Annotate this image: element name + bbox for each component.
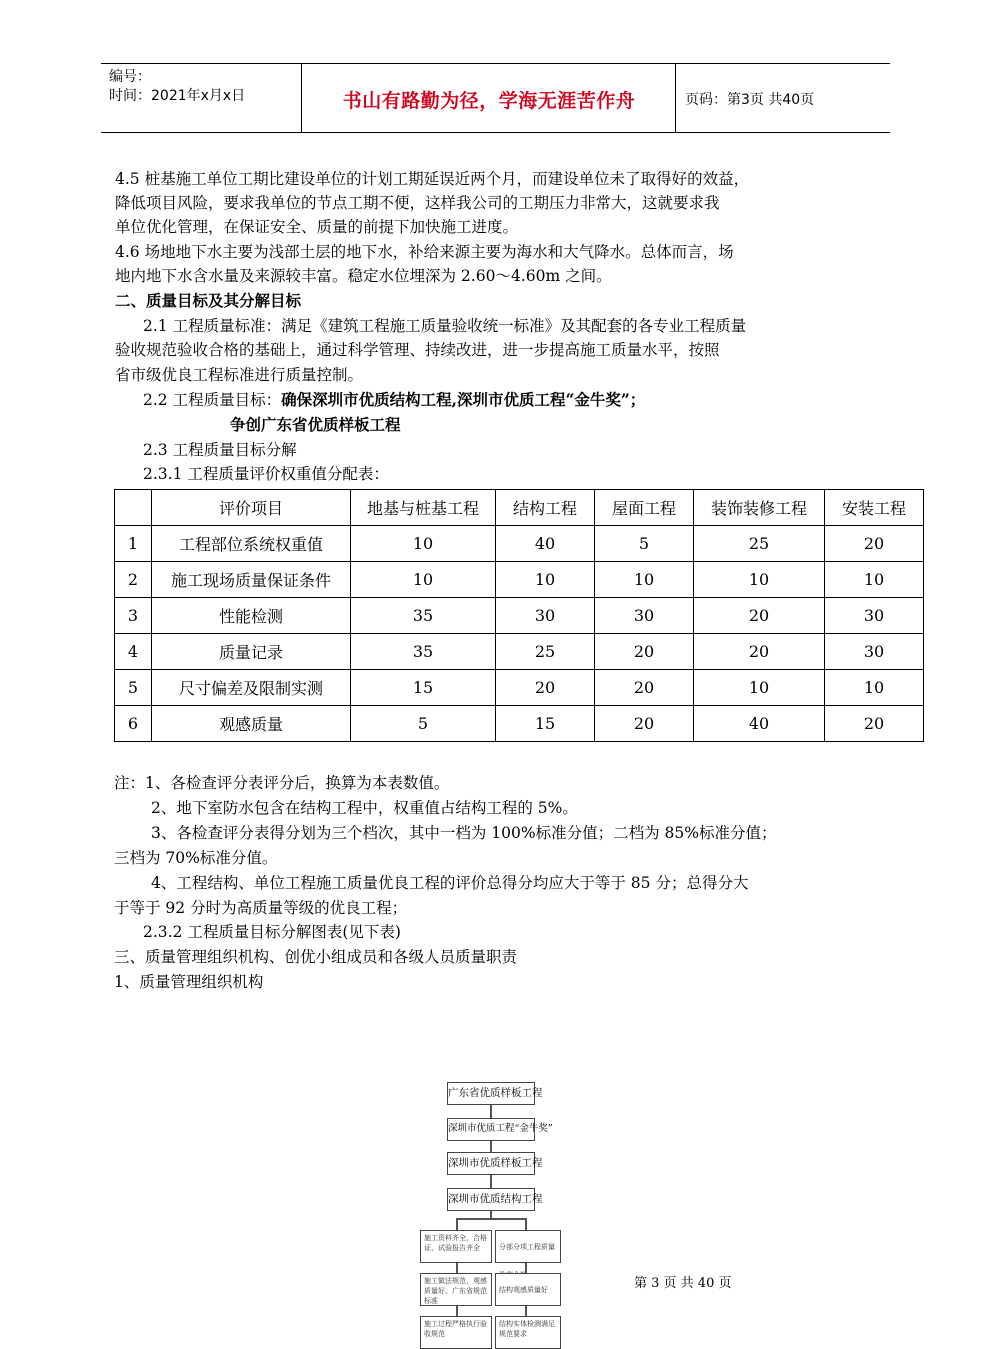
table-cell: 35	[351, 598, 496, 634]
chart-box: 广东省优质样板工程	[447, 1082, 535, 1105]
connector-line	[456, 1306, 458, 1316]
table-cell: 20	[595, 670, 694, 706]
table-cell: 5	[595, 526, 694, 562]
table-cell: 40	[694, 706, 825, 742]
table-cell: 20	[595, 706, 694, 742]
table-header-row	[115, 490, 924, 526]
table-cell: 10	[496, 562, 595, 598]
note-line: 3、各检查评分表得分划为三个档次，其中一档为 100%标准分值；二档为 85%标准分值；	[151, 824, 777, 842]
quality-goal-primary: 确保深圳市优质结构工程,深圳市优质工程“金牛奖”；	[281, 390, 646, 409]
connector-line	[525, 1263, 527, 1273]
table-row	[115, 598, 924, 634]
connector-line	[525, 1218, 527, 1230]
header-divider	[675, 64, 676, 132]
chart-sub-box: 施工资料齐全，合格证、试验报告齐全	[420, 1230, 492, 1263]
table-row	[115, 670, 924, 706]
connector-line	[525, 1306, 527, 1316]
table-cell: 40	[496, 526, 595, 562]
table-cell: 10	[351, 526, 496, 562]
section-heading: 二、质量目标及其分解目标	[115, 291, 302, 310]
quality-goal-line	[143, 388, 908, 413]
subsection-heading: 2.3.2 工程质量目标分解图表(见下表)	[143, 923, 401, 941]
table-cell: 6	[115, 706, 152, 742]
table-cell: 15	[351, 670, 496, 706]
table-cell: 20	[595, 634, 694, 670]
table-header-cell: 评价项目	[152, 490, 351, 526]
paragraph-line: 地内地下水含水量及来源较丰富。稳定水位埋深为 2.60～4.60m 之间。	[115, 267, 612, 285]
table-header-cell: 地基与桩基工程	[351, 490, 496, 526]
table-cell: 20	[825, 526, 924, 562]
connector-line	[490, 1175, 492, 1188]
table-cell: 15	[496, 706, 595, 742]
paragraph-line: 省市级优良工程标准进行质量控制。	[115, 366, 364, 384]
paragraph-line: 降低项目风险，要求我单位的节点工期不便，这样我公司的工期压力非常大，这就要求我	[115, 194, 720, 212]
table-cell: 30	[825, 634, 924, 670]
subsection-heading: 2.3 工程质量目标分解	[143, 441, 297, 459]
table-cell: 1	[115, 526, 152, 562]
table-cell: 20	[496, 670, 595, 706]
table-cell: 30	[825, 598, 924, 634]
note-line: 2、地下室防水包含在结构工程中，权重值占结构工程的 5%。	[151, 799, 578, 817]
table-cell: 5	[115, 670, 152, 706]
header-page-info: 页码：第3页 共40页	[685, 92, 815, 108]
table-cell: 20	[694, 598, 825, 634]
document-time: 时间：2021年x月x日	[109, 88, 246, 104]
page-header	[101, 63, 890, 133]
chart-sub-box: 分部分项工程质量	[495, 1230, 561, 1263]
table-row	[115, 526, 924, 562]
quality-weight-table	[114, 489, 924, 742]
header-divider	[301, 64, 302, 132]
connector-line	[456, 1218, 526, 1220]
chart-box: 深圳市优质样板工程	[447, 1152, 535, 1175]
chart-sub-box: 施工做法规范、观感质量好、广东省规范标准	[420, 1273, 492, 1306]
note-line: 注：1、各检查评分表评分后，换算为本表数值。	[114, 774, 450, 792]
table-cell: 10	[351, 562, 496, 598]
note-line: 于等于 92 分时为高质量等级的优良工程；	[114, 899, 408, 917]
table-cell: 10	[825, 562, 924, 598]
section-heading: 1、质量管理组织机构	[114, 973, 264, 991]
table-header-cell	[115, 490, 152, 526]
paragraph-line: 4.5 桩基施工单位工期比建设单位的计划工期延误近两个月，而建设单位未了取得好的效益，	[115, 170, 750, 188]
connector-line	[456, 1218, 458, 1230]
table-header-cell: 装饰装修工程	[694, 490, 825, 526]
table-cell: 20	[825, 706, 924, 742]
page-footer: 第 3 页 共 40 页	[634, 1276, 732, 1291]
connector-line	[490, 1105, 492, 1118]
table-cell: 10	[694, 562, 825, 598]
table-cell: 4	[115, 634, 152, 670]
table-cell: 25	[694, 526, 825, 562]
table-cell: 2	[115, 562, 152, 598]
table-cell: 35	[351, 634, 496, 670]
section-heading: 三、质量管理组织机构、创优小组成员和各级人员质量职责	[114, 948, 518, 966]
table-cell: 10	[825, 670, 924, 706]
table-cell: 3	[115, 598, 152, 634]
table-header-cell: 安装工程	[825, 490, 924, 526]
table-row	[115, 634, 924, 670]
subsection-heading: 2.3.1 工程质量评价权重值分配表：	[143, 465, 389, 483]
table-row	[115, 562, 924, 598]
table-row	[115, 706, 924, 742]
chart-sub-box: 结构观感质量好	[495, 1273, 561, 1306]
chart-box: 深圳市优质工程“金牛奖”	[447, 1118, 535, 1141]
table-header-cell: 结构工程	[496, 490, 595, 526]
note-line: 三档为 70%标准分值。	[114, 849, 278, 867]
paragraph-line: 验收规范验收合格的基础上，通过科学管理、持续改进，进一步提高施工质量水平，按照	[115, 341, 720, 359]
quality-goal-secondary: 争创广东省优质样板工程	[230, 415, 401, 434]
header-info	[109, 68, 245, 106]
quality-goal-label: 2.2 工程质量目标：	[143, 391, 282, 409]
paragraph-line: 2.1 工程质量标准：满足《建筑工程施工质量验收统一标准》及其配套的各专业工程质量	[143, 317, 747, 335]
table-cell: 10	[595, 562, 694, 598]
table-cell: 5	[351, 706, 496, 742]
table-cell: 30	[595, 598, 694, 634]
note-line: 4、工程结构、单位工程施工质量优良工程的评价总得分均应大于等于 85 分；总得分大	[151, 874, 749, 892]
table-header-cell: 屋面工程	[595, 490, 694, 526]
table-cell: 10	[694, 670, 825, 706]
connector-line	[456, 1263, 458, 1273]
table-cell: 工程部位系统权重值	[152, 526, 351, 562]
table-cell: 观感质量	[152, 706, 351, 742]
connector-line	[490, 1141, 492, 1152]
table-cell: 30	[496, 598, 595, 634]
paragraph-line: 4.6 场地地下水主要为浅部土层的地下水，补给来源主要为海水和大气降水。总体而言，场	[115, 243, 734, 261]
paragraph-line: 单位优化管理，在保证安全、质量的前提下加快施工进度。	[115, 218, 519, 236]
table-cell: 性能检测	[152, 598, 351, 634]
table-cell: 25	[496, 634, 595, 670]
table-cell: 20	[694, 634, 825, 670]
chart-box: 深圳市优质结构工程	[447, 1188, 535, 1211]
chart-sub-box: 结构实体检测满足规范要求	[495, 1316, 561, 1349]
document-number-label: 编号：	[109, 69, 151, 85]
table-cell: 施工现场质量保证条件	[152, 562, 351, 598]
table-cell: 尺寸偏差及限制实测	[152, 670, 351, 706]
table-cell: 质量记录	[152, 634, 351, 670]
header-motto: 书山有路勤为径，学海无涯苦作舟	[342, 90, 636, 112]
chart-sub-box: 施工过程严格执行验收规范	[420, 1316, 492, 1349]
